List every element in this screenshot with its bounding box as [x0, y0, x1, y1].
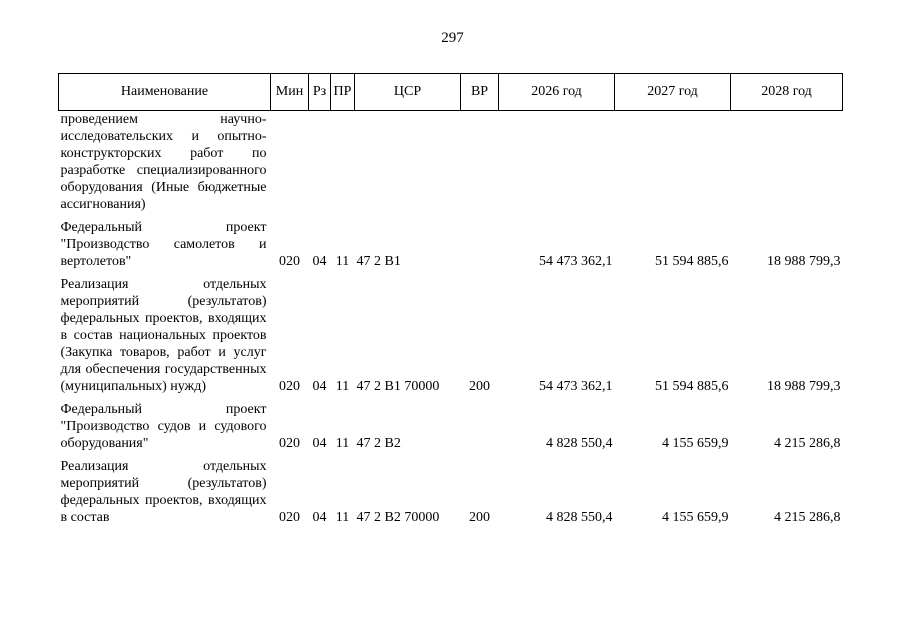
row-pr: 11	[335, 436, 350, 451]
header-vr: ВР	[461, 74, 499, 111]
row-min: 020	[279, 254, 300, 269]
row-2028	[731, 111, 843, 214]
row-2028: 18 988 799,3	[767, 379, 841, 394]
header-2027: 2027 год	[615, 74, 731, 111]
row-name: Реализация отдельных мероприятий (результатов) федеральных проектов, входящих в состав	[60, 459, 267, 525]
table-row	[59, 452, 843, 526]
row-2027	[615, 111, 731, 214]
header-name: Наименование	[59, 74, 271, 111]
row-2027: 4 155 659,9	[662, 436, 729, 451]
table-header-row	[59, 74, 843, 111]
header-2026: 2026 год	[499, 74, 615, 111]
row-pr: 11	[335, 379, 350, 394]
row-rz: 04	[312, 379, 327, 394]
budget-table	[58, 73, 843, 526]
row-csr: 47 2 В2 70000	[356, 510, 440, 525]
row-name: Федеральный проект "Производство самолетов и вертолетов"	[60, 220, 267, 269]
table-row	[59, 111, 843, 214]
row-min	[271, 111, 309, 214]
page-number: 297	[441, 30, 464, 46]
row-2027: 51 594 885,6	[655, 379, 729, 394]
row-vr	[461, 395, 499, 452]
row-name: проведением научно-исследовательских и опытно-конструкторских работ по разработке специализированного оборудования (Иные бюджетные ассигнования)	[60, 112, 267, 212]
row-name: Реализация отдельных мероприятий (результатов) федеральных проектов, входящих в состав национальных проектов (Закупка товаров, работ и услуг для обеспечения государственных (муниципальных) нужд)	[60, 277, 267, 394]
row-2028: 4 215 286,8	[774, 436, 841, 451]
row-rz: 04	[312, 436, 327, 451]
header-csr: ЦСР	[355, 74, 461, 111]
row-min: 020	[279, 436, 300, 451]
row-2026: 4 828 550,4	[546, 436, 613, 451]
row-2028: 18 988 799,3	[767, 254, 841, 269]
row-pr	[331, 111, 355, 214]
row-rz: 04	[312, 510, 327, 525]
table-row	[59, 395, 843, 452]
row-rz: 04	[312, 254, 327, 269]
row-rz	[309, 111, 331, 214]
row-2026: 54 473 362,1	[539, 379, 613, 394]
row-2027: 4 155 659,9	[662, 510, 729, 525]
row-pr: 11	[335, 254, 350, 269]
row-csr: 47 2 В1	[356, 254, 401, 269]
row-vr: 200	[469, 379, 490, 394]
row-2026: 4 828 550,4	[546, 510, 613, 525]
header-2028: 2028 год	[731, 74, 843, 111]
row-vr	[461, 213, 499, 270]
table-row	[59, 270, 843, 395]
row-pr: 11	[335, 510, 350, 525]
row-min: 020	[279, 510, 300, 525]
row-min: 020	[279, 379, 300, 394]
row-2027: 51 594 885,6	[655, 254, 729, 269]
header-pr: ПР	[331, 74, 355, 111]
row-vr: 200	[469, 510, 490, 525]
row-name: Федеральный проект "Производство судов и судового оборудования"	[60, 402, 267, 451]
row-2026: 54 473 362,1	[539, 254, 613, 269]
row-csr: 47 2 В1 70000	[356, 379, 440, 394]
table-row	[59, 213, 843, 270]
header-min: Мин	[271, 74, 309, 111]
row-2028: 4 215 286,8	[774, 510, 841, 525]
row-csr: 47 2 В2	[356, 436, 401, 451]
row-csr	[355, 111, 461, 214]
header-rz: Рз	[309, 74, 331, 111]
row-vr	[461, 111, 499, 214]
row-2026	[499, 111, 615, 214]
